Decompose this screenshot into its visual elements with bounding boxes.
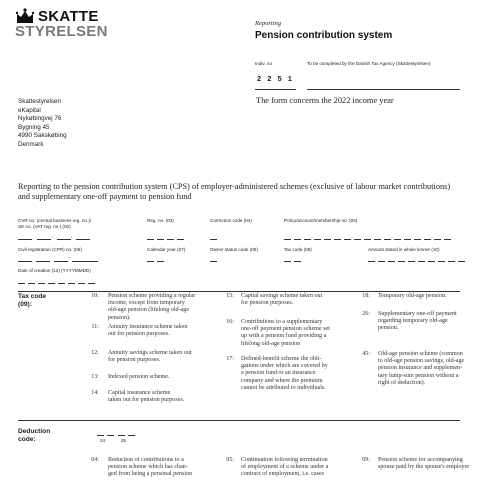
address-line: Nykøbingvej 76 [18, 115, 62, 123]
policy-label: Policy/account/membership no. (05) [284, 218, 358, 223]
address-block [18, 98, 67, 150]
taxcode-number: 16: [226, 319, 234, 325]
address-line: Skattestyrelsen [18, 98, 62, 105]
taxcode-col-2 [220, 293, 360, 413]
taxcode-text: Capital savings scheme taken out for pension purposes. [241, 293, 323, 307]
logo [15, 8, 125, 48]
address-line: eKapital [18, 106, 41, 114]
policy-field[interactable] [284, 239, 454, 240]
address-line: Denmark [18, 140, 44, 148]
deduction-top-rule [18, 420, 460, 421]
deduction-col-1 [85, 457, 220, 480]
taxcode-text: Contributions to a supplementary one-off payment pension scheme set up with a pension fund providing a lifelong old-age pension [241, 319, 330, 347]
logo-word-2: STYRELSEN [15, 23, 108, 40]
taxcode-text: Indexed pension scheme. [108, 374, 170, 380]
taxcode-text: Supplementary one-off payment regarding temporary old-age pension. [378, 311, 457, 332]
taxcode-number: 17: [226, 356, 234, 362]
taxcode-field[interactable] [284, 261, 304, 262]
deduction-number: 05: [226, 457, 234, 463]
taxcode-text: Capital insurance scheme taken out for pension purposes. [108, 390, 185, 404]
agency-line [307, 89, 460, 90]
deduction-text: Reduction of contributions to a pension scheme which has chan- ged from being a personal pension [108, 457, 193, 478]
reporting-heading: Reporting to the pension contribution system (CPS) of employer-administered schemes (exclusive of labour market contributions) and supplementary one-off payment to pension fund [18, 182, 451, 201]
correction-label: Correction code (04) [210, 218, 252, 223]
agency-note: To be completed by the Danish Tax Agency (Skattestyrelsen) [307, 61, 431, 66]
deduction-number: 04: [91, 457, 99, 463]
taxcode-number: 11: [91, 324, 99, 330]
taxcode-number: 45: [362, 351, 370, 357]
taxcode-heading: Tax code (09): [18, 293, 47, 308]
taxcode-number: 14: [91, 390, 99, 396]
amount-field[interactable] [368, 261, 468, 262]
deduction-field-25[interactable]: 25 [118, 430, 140, 446]
creation-field[interactable] [18, 283, 98, 284]
taxcode-top-rule [18, 291, 460, 292]
taxcode-field-label: Tax code (09) [284, 247, 312, 252]
correction-field[interactable] [210, 239, 220, 240]
deduction-number: 09: [362, 457, 370, 463]
address-line: Bygning 45 [18, 123, 50, 131]
calyear-label: Calendar year (07) [147, 247, 186, 252]
taxcode-number: 26: [362, 311, 370, 317]
taxcode-col-1 [85, 293, 223, 413]
indiv-label: Indiv. no [255, 61, 273, 66]
taxcode-text: Old-age pension scheme (common to old-age pension savings, old-age pension insurance and supplemen- tary lump-sum pension without a right of deduction). [378, 351, 465, 386]
taxcode-text: Temporary old-age pension. [378, 293, 447, 299]
page-title: Pension contribution system [255, 30, 393, 41]
taxcode-text: Annuity insurance scheme taken out for pension purposes. [108, 324, 188, 338]
deduction-col-2 [220, 457, 358, 480]
owner-field[interactable] [210, 261, 220, 262]
page-subtitle: Reporting [255, 20, 281, 27]
income-year-note: The form concerns the 2022 income year [256, 96, 394, 105]
taxcode-number: 12: [91, 350, 99, 356]
deduction-col-3 [356, 457, 478, 480]
logo-word-1: SKATTE [38, 8, 99, 25]
deduction-text: Pension scheme for accompanying spouse paid by the spouse's employer [378, 457, 470, 471]
taxcode-number: 15: [226, 293, 234, 299]
taxcode-text: Defined-benefit scheme the obli- gations under which are covered by a pension fund or an insurance company and where the premium cannot be attributed to individuals. [241, 356, 328, 391]
deduction-heading: Deduction code: [18, 428, 51, 443]
taxcode-col-3 [356, 293, 474, 413]
taxcode-text: Pension scheme providing a regular income, except from temporary old-age pension (lifelong old-age pension). [108, 293, 196, 321]
amount-label: Amount stated in whole kroner (10) [368, 247, 440, 252]
crown-icon [15, 8, 35, 24]
taxcode-text: Annuity savings scheme taken out for pension purposes. [108, 350, 192, 364]
reg-field[interactable] [147, 239, 187, 240]
reg-label: Reg. no. (03) [147, 218, 174, 223]
cvr-label-2: SE no. (VAT reg. no.) (02) [18, 224, 71, 229]
creation-label: Date of creation (12) (YYYYMMDD) [18, 268, 91, 273]
cpr-label: Civil registration (CPR) no. (06) [18, 247, 82, 252]
cvr-label-1: CVR no. (central business reg. no.)/ [18, 218, 92, 223]
calyear-field[interactable] [147, 261, 167, 262]
cvr-field[interactable]: . . [18, 233, 118, 243]
taxcode-number: 10: [91, 293, 99, 299]
taxcode-number: 13: [91, 374, 99, 380]
owner-label: Owner status code (08) [210, 247, 258, 252]
indiv-line [255, 89, 296, 90]
address-line: 4990 Sakskøbing [18, 132, 67, 140]
cpr-field[interactable]: - [18, 255, 118, 265]
taxcode-number: 18: [362, 293, 370, 299]
deduction-text: Continuation following termination of employment of a scheme under a contract of employment, i.e. cases [241, 457, 329, 478]
indiv-value: 2 2 5 1 [257, 74, 294, 83]
deduction-field-24[interactable]: 24 [97, 430, 119, 446]
